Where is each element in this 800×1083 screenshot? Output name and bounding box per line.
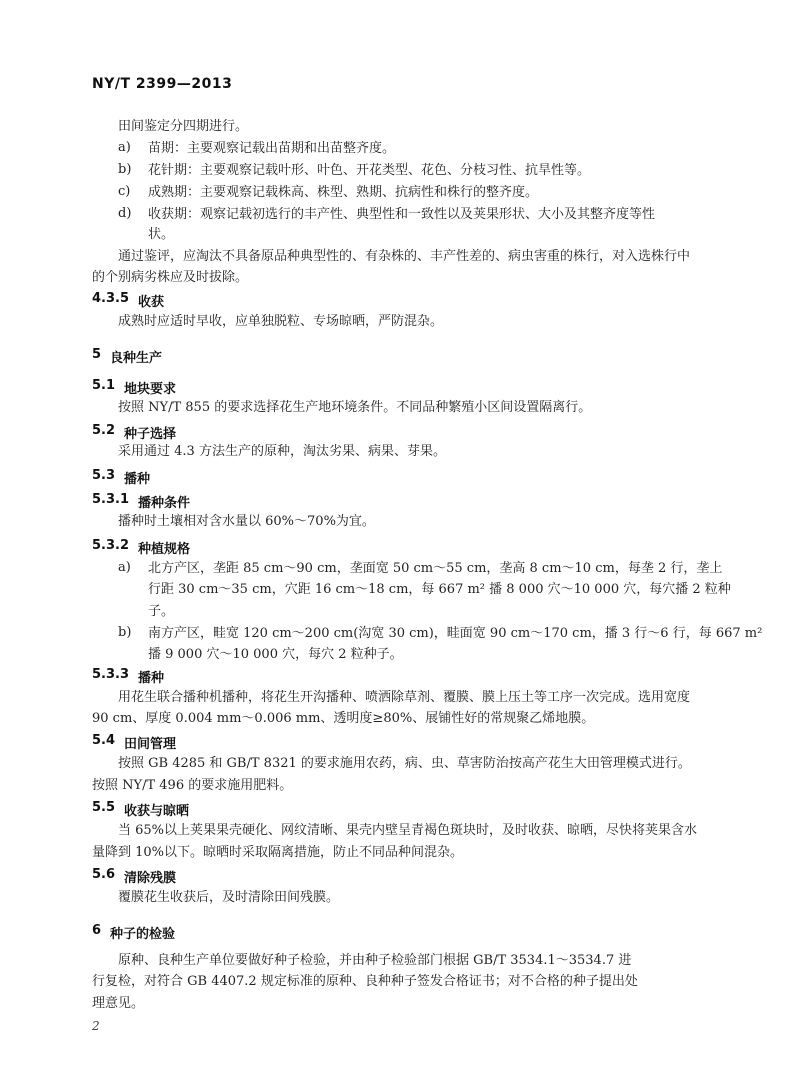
section-531-number: 5.3.1 — [92, 492, 130, 507]
section-52-title: 种子选择 — [124, 427, 177, 442]
section-532-title: 种植规格 — [138, 542, 191, 557]
selection-para-2: 的个别病劣株应及时拔除。 — [92, 270, 249, 285]
section-54-number: 5.4 — [92, 733, 116, 748]
section-533-title: 播种 — [138, 671, 165, 686]
stage-a-text: 苗期：主要观察记载出苗期和出苗整齐度。 — [148, 141, 396, 156]
section-533-text-1: 用花生联合播种机播种，将花生开沟播种、喷洒除草剂、覆膜、膜上压土等工序一次完成。选用宽度 — [118, 690, 691, 705]
section-56-text: 覆膜花生收获后，及时清除田间残膜。 — [118, 890, 340, 905]
section-6-text-3: 理意见。 — [92, 996, 145, 1011]
section-54-title: 田间管理 — [124, 737, 177, 752]
section-531-text: 播种时土壤相对含水量以 60%～70%为宜。 — [118, 514, 375, 529]
plant-b-marker: b) — [118, 625, 132, 640]
section-52-number: 5.2 — [92, 423, 116, 438]
stage-d-text-2: 状。 — [148, 227, 175, 242]
section-55-text-1: 当 65%以上荚果果壳硬化、网纹清晰、果壳内壁呈青褐色斑块时，及时收获、晾晒，尽快将荚果含水 — [118, 823, 698, 838]
plant-b-text-1: 南方产区，畦宽 120 cm～200 cm(沟宽 30 cm)，畦面宽 90 cm～170 cm，播 3 行～6 行，每 667 m² — [148, 626, 763, 641]
plant-a-marker: a) — [118, 560, 131, 575]
section-6-title: 种子的检验 — [110, 927, 176, 942]
section-531-title: 播种条件 — [138, 496, 191, 511]
stage-d-text-1: 收获期：观察记载初选行的丰产性、典型性和一致性以及荚果形状、大小及其整齐度等性 — [148, 207, 656, 222]
section-435-text: 成熟时应适时早收，应单独脱粒、专场晾晒，严防混杂。 — [118, 314, 444, 329]
section-5-title: 良种生产 — [110, 351, 163, 366]
section-56-number: 5.6 — [92, 867, 116, 882]
section-435-number: 4.3.5 — [92, 291, 130, 306]
stage-b-text: 花针期：主要观察记载叶形、叶色、开花类型、花色、分枝习性、抗旱性等。 — [148, 163, 591, 178]
section-51-title: 地块要求 — [124, 382, 177, 397]
section-53-title: 播种 — [124, 472, 151, 487]
section-435-title: 收获 — [138, 295, 165, 310]
section-533-text-2: 90 cm、厚度 0.004 mm～0.006 mm、透明度≥80%、展铺性好的常规聚乙烯地膜。 — [92, 711, 595, 726]
stage-a-marker: a) — [118, 140, 131, 155]
section-532-number: 5.3.2 — [92, 538, 130, 553]
section-55-number: 5.5 — [92, 800, 116, 815]
intro-text: 田间鉴定分四期进行。 — [118, 119, 249, 134]
section-52-text: 采用通过 4.3 方法生产的原种，淘汰劣果、病果、芽果。 — [118, 444, 446, 459]
section-6-number: 6 — [92, 923, 102, 938]
section-54-text-2: 按照 NY/T 496 的要求施用肥料。 — [92, 778, 293, 793]
plant-a-text-3: 子。 — [148, 604, 175, 619]
plant-b-text-2: 播 9 000 穴～10 000 穴，每穴 2 粒种子。 — [148, 647, 403, 662]
section-51-text: 按照 NY/T 855 的要求选择花生产地环境条件。不同品种繁殖小区间设置隔离行。 — [118, 400, 592, 415]
stage-d-marker: d) — [118, 206, 132, 221]
section-6-text-1: 原种、良种生产单位要做好种子检验，并由种子检验部门根据 GB/T 3534.1～3534.7 进 — [118, 953, 632, 968]
stage-c-text: 成熟期：主要观察记载株高、株型、熟期、抗病性和株行的整齐度。 — [148, 185, 539, 200]
stage-b-marker: b) — [118, 162, 132, 177]
section-54-text-1: 按照 GB 4285 和 GB/T 8321 的要求施用农药，病、虫、草害防治按高产花生大田管理模式进行。 — [118, 756, 691, 771]
section-51-number: 5.1 — [92, 378, 116, 393]
stage-c-marker: c) — [118, 184, 131, 199]
section-55-text-2: 量降到 10%以下。晾晒时采取隔离措施，防止不同品种间混杂。 — [92, 845, 464, 860]
section-5-number: 5 — [92, 347, 102, 362]
page-number: 2 — [92, 1019, 100, 1033]
section-53-number: 5.3 — [92, 468, 116, 483]
plant-a-text-1: 北方产区，垄距 85 cm～90 cm，垄面宽 50 cm～55 cm，垄高 8 cm～10 cm，每垄 2 行，垄上 — [148, 561, 723, 576]
section-56-title: 清除残膜 — [124, 871, 177, 886]
section-6-text-2: 行复检，对符合 GB 4407.2 规定标准的原种、良种种子签发合格证书；对不合格的种子提出处 — [92, 974, 638, 989]
section-55-title: 收获与晾晒 — [124, 804, 190, 819]
section-533-number: 5.3.3 — [92, 667, 130, 682]
plant-a-text-2: 行距 30 cm～35 cm，穴距 16 cm～18 cm，每 667 m² 播 8 000 穴～10 000 穴，每穴播 2 粒种 — [148, 582, 731, 597]
selection-para-1: 通过鉴评，应淘汰不具备原品种典型性的、有杂株的、丰产性差的、病虫害重的株行，对入选株行中 — [118, 249, 691, 264]
document-header: NY/T 2399—2013 — [92, 76, 233, 92]
